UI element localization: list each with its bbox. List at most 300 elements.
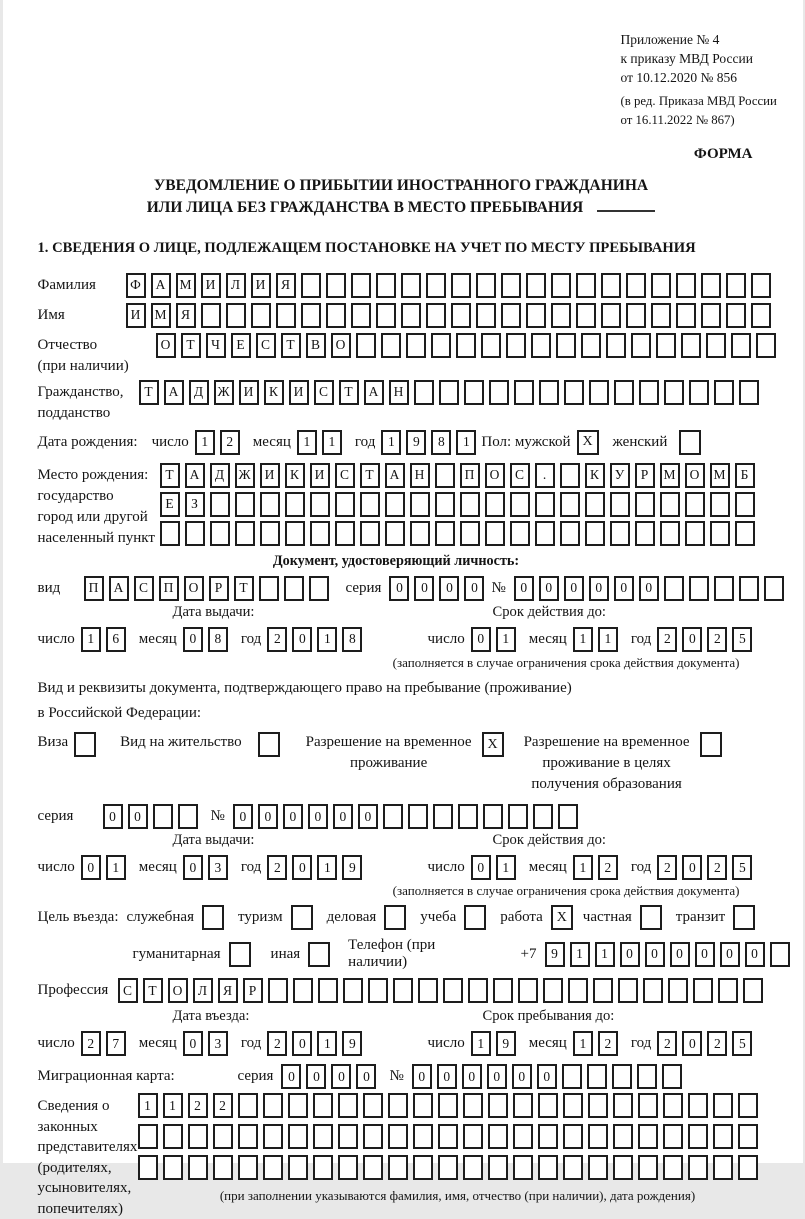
char-cell[interactable]: 0 — [281, 1064, 301, 1089]
char-cell[interactable] — [551, 303, 571, 328]
char-cell[interactable] — [383, 804, 403, 829]
char-cell[interactable] — [635, 492, 655, 517]
char-cell[interactable] — [701, 303, 721, 328]
char-cell[interactable]: И — [310, 463, 330, 488]
char-cell[interactable] — [301, 273, 321, 298]
char-cell[interactable] — [360, 521, 380, 546]
char-cell[interactable]: 8 — [208, 627, 228, 652]
char-cell[interactable]: С — [118, 978, 138, 1003]
char-cell[interactable]: А — [385, 463, 405, 488]
purpose-work-checkbox[interactable]: X — [551, 905, 573, 930]
purpose-study-checkbox[interactable] — [464, 905, 486, 930]
char-cell[interactable]: Т — [160, 463, 180, 488]
char-cell[interactable] — [562, 1064, 582, 1089]
char-cell[interactable] — [426, 273, 446, 298]
temp-residence-checkbox[interactable]: X — [482, 732, 504, 757]
char-cell[interactable] — [476, 273, 496, 298]
char-cell[interactable] — [438, 1155, 458, 1180]
char-cell[interactable]: 0 — [331, 1064, 351, 1089]
char-cell[interactable] — [531, 333, 551, 358]
char-cell[interactable]: 0 — [639, 576, 659, 601]
char-cell[interactable]: 2 — [598, 1031, 618, 1056]
char-cell[interactable]: Д — [189, 380, 209, 405]
char-cell[interactable] — [638, 1093, 658, 1118]
char-cell[interactable]: 2 — [707, 855, 727, 880]
char-cell[interactable] — [326, 303, 346, 328]
char-cell[interactable] — [614, 380, 634, 405]
char-cell[interactable]: Б — [735, 463, 755, 488]
char-cell[interactable]: О — [685, 463, 705, 488]
char-cell[interactable]: А — [364, 380, 384, 405]
char-cell[interactable] — [401, 273, 421, 298]
char-cell[interactable] — [338, 1155, 358, 1180]
char-cell[interactable] — [489, 380, 509, 405]
char-cell[interactable] — [681, 333, 701, 358]
char-cell[interactable] — [606, 333, 626, 358]
char-cell[interactable] — [268, 978, 288, 1003]
char-cell[interactable] — [263, 1155, 283, 1180]
char-cell[interactable]: 2 — [267, 1031, 287, 1056]
char-cell[interactable] — [288, 1155, 308, 1180]
char-cell[interactable] — [476, 303, 496, 328]
sex-female-checkbox[interactable] — [679, 430, 701, 455]
char-cell[interactable] — [481, 333, 501, 358]
char-cell[interactable] — [178, 804, 198, 829]
char-cell[interactable] — [663, 1093, 683, 1118]
char-cell[interactable] — [618, 978, 638, 1003]
purpose-official-checkbox[interactable] — [202, 905, 224, 930]
char-cell[interactable] — [413, 1155, 433, 1180]
char-cell[interactable] — [464, 380, 484, 405]
char-cell[interactable] — [714, 380, 734, 405]
char-cell[interactable]: Ж — [235, 463, 255, 488]
char-cell[interactable]: 0 — [512, 1064, 532, 1089]
char-cell[interactable]: 0 — [356, 1064, 376, 1089]
char-cell[interactable] — [693, 978, 713, 1003]
char-cell[interactable]: 2 — [707, 1031, 727, 1056]
char-cell[interactable]: 2 — [707, 627, 727, 652]
char-cell[interactable]: 0 — [183, 855, 203, 880]
char-cell[interactable]: 0 — [682, 627, 702, 652]
char-cell[interactable] — [458, 804, 478, 829]
char-cell[interactable] — [685, 521, 705, 546]
char-cell[interactable] — [735, 492, 755, 517]
char-cell[interactable]: 1 — [381, 430, 401, 455]
char-cell[interactable] — [731, 333, 751, 358]
char-cell[interactable] — [259, 576, 279, 601]
char-cell[interactable] — [238, 1093, 258, 1118]
char-cell[interactable] — [188, 1155, 208, 1180]
char-cell[interactable] — [533, 804, 553, 829]
char-cell[interactable]: 0 — [745, 942, 765, 967]
char-cell[interactable]: М — [176, 273, 196, 298]
char-cell[interactable]: 2 — [657, 1031, 677, 1056]
char-cell[interactable] — [688, 1093, 708, 1118]
char-cell[interactable] — [343, 978, 363, 1003]
char-cell[interactable] — [593, 978, 613, 1003]
char-cell[interactable] — [406, 333, 426, 358]
char-cell[interactable]: 1 — [456, 430, 476, 455]
char-cell[interactable]: 1 — [496, 855, 516, 880]
char-cell[interactable]: 2 — [267, 627, 287, 652]
char-cell[interactable] — [460, 492, 480, 517]
char-cell[interactable]: 2 — [188, 1093, 208, 1118]
char-cell[interactable] — [637, 1064, 657, 1089]
char-cell[interactable] — [293, 978, 313, 1003]
char-cell[interactable]: 6 — [106, 627, 126, 652]
char-cell[interactable]: Л — [226, 273, 246, 298]
char-cell[interactable]: Т — [139, 380, 159, 405]
char-cell[interactable] — [188, 1124, 208, 1149]
char-cell[interactable]: О — [331, 333, 351, 358]
char-cell[interactable]: О — [156, 333, 176, 358]
char-cell[interactable] — [485, 521, 505, 546]
char-cell[interactable]: Е — [231, 333, 251, 358]
char-cell[interactable] — [510, 492, 530, 517]
char-cell[interactable]: А — [164, 380, 184, 405]
char-cell[interactable] — [288, 1093, 308, 1118]
char-cell[interactable]: М — [710, 463, 730, 488]
char-cell[interactable] — [501, 273, 521, 298]
char-cell[interactable] — [433, 804, 453, 829]
char-cell[interactable] — [663, 1124, 683, 1149]
char-cell[interactable]: 0 — [308, 804, 328, 829]
char-cell[interactable]: 1 — [496, 627, 516, 652]
char-cell[interactable]: Н — [410, 463, 430, 488]
char-cell[interactable] — [313, 1124, 333, 1149]
char-cell[interactable]: 0 — [333, 804, 353, 829]
visa-checkbox[interactable] — [74, 732, 96, 757]
char-cell[interactable] — [738, 1124, 758, 1149]
char-cell[interactable] — [163, 1155, 183, 1180]
char-cell[interactable] — [588, 1124, 608, 1149]
char-cell[interactable] — [351, 273, 371, 298]
char-cell[interactable] — [560, 463, 580, 488]
char-cell[interactable]: Т — [234, 576, 254, 601]
char-cell[interactable]: О — [485, 463, 505, 488]
char-cell[interactable]: С — [510, 463, 530, 488]
char-cell[interactable] — [376, 303, 396, 328]
char-cell[interactable] — [235, 521, 255, 546]
char-cell[interactable] — [770, 942, 790, 967]
char-cell[interactable] — [726, 273, 746, 298]
char-cell[interactable]: З — [185, 492, 205, 517]
char-cell[interactable]: 1 — [322, 430, 342, 455]
char-cell[interactable] — [410, 521, 430, 546]
char-cell[interactable]: 1 — [81, 627, 101, 652]
char-cell[interactable] — [260, 521, 280, 546]
char-cell[interactable] — [160, 521, 180, 546]
char-cell[interactable] — [613, 1124, 633, 1149]
char-cell[interactable]: 7 — [106, 1031, 126, 1056]
char-cell[interactable]: 0 — [233, 804, 253, 829]
char-cell[interactable]: 0 — [589, 576, 609, 601]
purpose-other-checkbox[interactable] — [308, 942, 330, 967]
char-cell[interactable] — [558, 804, 578, 829]
char-cell[interactable] — [662, 1064, 682, 1089]
char-cell[interactable] — [631, 333, 651, 358]
char-cell[interactable]: Д — [210, 463, 230, 488]
char-cell[interactable] — [388, 1124, 408, 1149]
char-cell[interactable]: 0 — [437, 1064, 457, 1089]
char-cell[interactable] — [685, 492, 705, 517]
char-cell[interactable]: 0 — [645, 942, 665, 967]
char-cell[interactable]: М — [151, 303, 171, 328]
char-cell[interactable] — [138, 1155, 158, 1180]
char-cell[interactable]: Т — [339, 380, 359, 405]
char-cell[interactable]: 0 — [183, 627, 203, 652]
char-cell[interactable]: Т — [143, 978, 163, 1003]
char-cell[interactable] — [326, 273, 346, 298]
char-cell[interactable] — [538, 1093, 558, 1118]
char-cell[interactable] — [689, 576, 709, 601]
char-cell[interactable]: И — [201, 273, 221, 298]
char-cell[interactable] — [238, 1155, 258, 1180]
char-cell[interactable]: 0 — [695, 942, 715, 967]
char-cell[interactable]: 0 — [539, 576, 559, 601]
char-cell[interactable] — [706, 333, 726, 358]
char-cell[interactable]: 0 — [620, 942, 640, 967]
char-cell[interactable] — [563, 1155, 583, 1180]
char-cell[interactable]: 1 — [573, 855, 593, 880]
char-cell[interactable] — [363, 1155, 383, 1180]
char-cell[interactable] — [439, 380, 459, 405]
char-cell[interactable] — [560, 492, 580, 517]
char-cell[interactable] — [463, 1155, 483, 1180]
char-cell[interactable]: 2 — [657, 627, 677, 652]
char-cell[interactable] — [385, 521, 405, 546]
char-cell[interactable] — [506, 333, 526, 358]
char-cell[interactable] — [318, 978, 338, 1003]
char-cell[interactable] — [601, 273, 621, 298]
char-cell[interactable]: К — [285, 463, 305, 488]
char-cell[interactable] — [408, 804, 428, 829]
char-cell[interactable] — [713, 1124, 733, 1149]
char-cell[interactable] — [639, 380, 659, 405]
char-cell[interactable] — [526, 303, 546, 328]
char-cell[interactable] — [735, 521, 755, 546]
char-cell[interactable] — [351, 303, 371, 328]
char-cell[interactable]: 1 — [106, 855, 126, 880]
char-cell[interactable]: 8 — [342, 627, 362, 652]
char-cell[interactable] — [626, 303, 646, 328]
char-cell[interactable] — [368, 978, 388, 1003]
char-cell[interactable]: 0 — [682, 855, 702, 880]
char-cell[interactable] — [585, 492, 605, 517]
char-cell[interactable]: С — [335, 463, 355, 488]
char-cell[interactable]: П — [84, 576, 104, 601]
char-cell[interactable]: 1 — [138, 1093, 158, 1118]
char-cell[interactable]: И — [260, 463, 280, 488]
char-cell[interactable] — [701, 273, 721, 298]
char-cell[interactable]: С — [314, 380, 334, 405]
char-cell[interactable] — [310, 521, 330, 546]
char-cell[interactable] — [213, 1124, 233, 1149]
char-cell[interactable] — [539, 380, 559, 405]
char-cell[interactable] — [739, 380, 759, 405]
char-cell[interactable] — [613, 1093, 633, 1118]
char-cell[interactable] — [310, 492, 330, 517]
char-cell[interactable] — [401, 303, 421, 328]
char-cell[interactable] — [576, 273, 596, 298]
char-cell[interactable]: 5 — [732, 1031, 752, 1056]
char-cell[interactable]: Т — [360, 463, 380, 488]
char-cell[interactable] — [664, 576, 684, 601]
char-cell[interactable] — [388, 1155, 408, 1180]
char-cell[interactable]: Р — [209, 576, 229, 601]
char-cell[interactable] — [588, 1155, 608, 1180]
char-cell[interactable] — [488, 1093, 508, 1118]
char-cell[interactable] — [538, 1155, 558, 1180]
char-cell[interactable]: . — [535, 463, 555, 488]
char-cell[interactable]: А — [185, 463, 205, 488]
char-cell[interactable] — [589, 380, 609, 405]
char-cell[interactable] — [313, 1093, 333, 1118]
char-cell[interactable]: 0 — [414, 576, 434, 601]
char-cell[interactable] — [738, 1093, 758, 1118]
char-cell[interactable] — [288, 1124, 308, 1149]
char-cell[interactable]: Т — [281, 333, 301, 358]
char-cell[interactable] — [338, 1093, 358, 1118]
char-cell[interactable]: Я — [176, 303, 196, 328]
char-cell[interactable] — [513, 1093, 533, 1118]
char-cell[interactable]: 0 — [389, 576, 409, 601]
char-cell[interactable] — [413, 1124, 433, 1149]
char-cell[interactable]: 3 — [208, 855, 228, 880]
char-cell[interactable]: О — [184, 576, 204, 601]
char-cell[interactable] — [612, 1064, 632, 1089]
char-cell[interactable]: 9 — [342, 855, 362, 880]
char-cell[interactable] — [676, 273, 696, 298]
char-cell[interactable] — [488, 1124, 508, 1149]
char-cell[interactable]: Я — [218, 978, 238, 1003]
char-cell[interactable] — [213, 1155, 233, 1180]
char-cell[interactable]: П — [460, 463, 480, 488]
char-cell[interactable] — [513, 1155, 533, 1180]
char-cell[interactable] — [651, 303, 671, 328]
char-cell[interactable] — [756, 333, 776, 358]
char-cell[interactable] — [263, 1124, 283, 1149]
char-cell[interactable]: 0 — [670, 942, 690, 967]
char-cell[interactable] — [660, 521, 680, 546]
char-cell[interactable] — [501, 303, 521, 328]
purpose-business-checkbox[interactable] — [384, 905, 406, 930]
char-cell[interactable] — [201, 303, 221, 328]
char-cell[interactable] — [235, 492, 255, 517]
char-cell[interactable]: 0 — [183, 1031, 203, 1056]
char-cell[interactable] — [713, 1093, 733, 1118]
char-cell[interactable]: 0 — [471, 855, 491, 880]
char-cell[interactable]: 1 — [573, 627, 593, 652]
char-cell[interactable] — [210, 521, 230, 546]
char-cell[interactable]: 2 — [220, 430, 240, 455]
char-cell[interactable] — [535, 521, 555, 546]
char-cell[interactable] — [431, 333, 451, 358]
char-cell[interactable] — [388, 1093, 408, 1118]
char-cell[interactable]: 0 — [514, 576, 534, 601]
char-cell[interactable]: К — [585, 463, 605, 488]
char-cell[interactable]: 1 — [598, 627, 618, 652]
char-cell[interactable] — [551, 273, 571, 298]
char-cell[interactable]: А — [151, 273, 171, 298]
char-cell[interactable] — [284, 576, 304, 601]
char-cell[interactable]: 0 — [412, 1064, 432, 1089]
char-cell[interactable]: 1 — [195, 430, 215, 455]
char-cell[interactable] — [588, 1093, 608, 1118]
char-cell[interactable] — [664, 380, 684, 405]
char-cell[interactable]: С — [134, 576, 154, 601]
char-cell[interactable] — [381, 333, 401, 358]
char-cell[interactable]: П — [159, 576, 179, 601]
char-cell[interactable] — [688, 1155, 708, 1180]
char-cell[interactable]: 2 — [657, 855, 677, 880]
char-cell[interactable] — [335, 492, 355, 517]
char-cell[interactable]: 0 — [720, 942, 740, 967]
char-cell[interactable]: 0 — [487, 1064, 507, 1089]
char-cell[interactable] — [451, 303, 471, 328]
char-cell[interactable] — [309, 576, 329, 601]
char-cell[interactable] — [718, 978, 738, 1003]
char-cell[interactable] — [656, 333, 676, 358]
char-cell[interactable] — [385, 492, 405, 517]
char-cell[interactable]: 1 — [317, 627, 337, 652]
char-cell[interactable] — [435, 463, 455, 488]
char-cell[interactable]: 0 — [439, 576, 459, 601]
char-cell[interactable] — [276, 303, 296, 328]
char-cell[interactable]: 0 — [682, 1031, 702, 1056]
char-cell[interactable] — [601, 303, 621, 328]
char-cell[interactable]: 1 — [471, 1031, 491, 1056]
char-cell[interactable] — [568, 978, 588, 1003]
char-cell[interactable] — [451, 273, 471, 298]
char-cell[interactable]: 5 — [732, 627, 752, 652]
char-cell[interactable] — [564, 380, 584, 405]
residence-permit-checkbox[interactable] — [258, 732, 280, 757]
char-cell[interactable]: 0 — [462, 1064, 482, 1089]
char-cell[interactable] — [313, 1155, 333, 1180]
char-cell[interactable]: 0 — [258, 804, 278, 829]
purpose-tourism-checkbox[interactable] — [291, 905, 313, 930]
purpose-private-checkbox[interactable] — [640, 905, 662, 930]
char-cell[interactable] — [713, 1155, 733, 1180]
char-cell[interactable]: 2 — [81, 1031, 101, 1056]
char-cell[interactable] — [285, 521, 305, 546]
char-cell[interactable]: 5 — [732, 855, 752, 880]
sex-male-checkbox[interactable]: X — [577, 430, 599, 455]
char-cell[interactable]: 0 — [292, 627, 312, 652]
char-cell[interactable]: 0 — [128, 804, 148, 829]
char-cell[interactable] — [413, 1093, 433, 1118]
purpose-humanitarian-checkbox[interactable] — [229, 942, 251, 967]
char-cell[interactable]: 9 — [545, 942, 565, 967]
char-cell[interactable]: А — [109, 576, 129, 601]
char-cell[interactable] — [581, 333, 601, 358]
char-cell[interactable] — [643, 978, 663, 1003]
char-cell[interactable]: Я — [276, 273, 296, 298]
char-cell[interactable] — [485, 492, 505, 517]
char-cell[interactable]: 9 — [406, 430, 426, 455]
char-cell[interactable]: К — [264, 380, 284, 405]
char-cell[interactable] — [563, 1124, 583, 1149]
char-cell[interactable]: С — [256, 333, 276, 358]
char-cell[interactable] — [138, 1124, 158, 1149]
char-cell[interactable] — [610, 492, 630, 517]
char-cell[interactable]: 0 — [81, 855, 101, 880]
char-cell[interactable]: Т — [181, 333, 201, 358]
char-cell[interactable]: 0 — [292, 855, 312, 880]
char-cell[interactable] — [663, 1155, 683, 1180]
char-cell[interactable] — [260, 492, 280, 517]
